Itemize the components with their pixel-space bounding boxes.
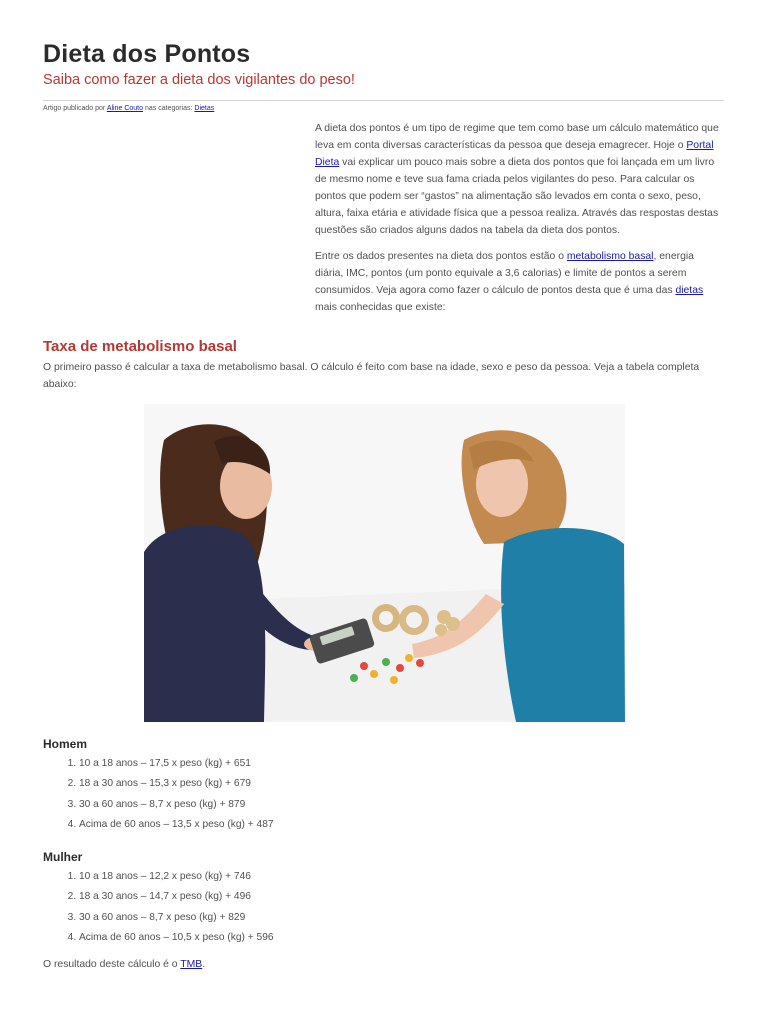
intro-paragraph-2: [315, 248, 719, 316]
intro-p1-text-a: A dieta dos pontos é um tipo de regime que tem como base um cálculo matemático que leva em conta diversas características da pessoa que deseja emagrecer. Hoje o: [315, 123, 719, 151]
homem-heading: Homem: [43, 737, 88, 751]
category-link[interactable]: Dietas: [194, 105, 215, 112]
article-meta: [43, 105, 214, 112]
page-subtitle: Saiba como fazer a dieta dos vigilantes do peso!: [43, 72, 355, 88]
dietas-link[interactable]: dietas: [675, 285, 704, 296]
mulher-heading: Mulher: [43, 850, 83, 864]
title-divider: [43, 100, 724, 101]
meta-middle: nas categorias:: [143, 105, 195, 112]
intro-p1-text-b: vai explicar um pouco mais sobre a dieta dos pontos que foi lançada em um livro de mesmo nome e teve sua fama criada pelos vigilantes do peso. Para calcular os pontos que podem ser “gastos” na alimentação são levados em conta o sexo, peso, altura, faixa etária e atividade física que a pessoa realiza. Através das respostas destas questões são criados alguns dados na tabela da dieta dos pontos.: [315, 157, 719, 236]
mulher-item-2: 2. 18 a 30 anos – 14,7 x peso (kg) + 496: [79, 887, 274, 907]
intro-paragraph-1: [315, 120, 719, 239]
meta-prefix: Artigo publicado por: [43, 105, 107, 112]
mulher-item-1: 1. 10 a 18 anos – 12,2 x peso (kg) + 746: [79, 867, 274, 887]
result-text: [43, 959, 205, 970]
mulher-item-4: 4. Acima de 60 anos – 10,5 x peso (kg) + 596: [79, 928, 274, 948]
homem-item-4: 4. Acima de 60 anos – 13,5 x peso (kg) + 487: [79, 815, 274, 835]
intro-p2-text-a: Entre os dados presentes na dieta dos pontos estão o: [315, 251, 567, 262]
mulher-item-3: 3. 30 a 60 anos – 8,7 x peso (kg) + 829: [79, 908, 274, 928]
page-title: Dieta dos Pontos: [43, 40, 251, 68]
section-text: O primeiro passo é calcular a taxa de metabolismo basal. O cálculo é feito com base na idade, sexo e peso da pessoa. Veja a tabela completa abaixo:: [43, 362, 700, 390]
section-title: Taxa de metabolismo basal: [43, 338, 237, 355]
result-suffix: .: [202, 959, 206, 970]
article-intro: [315, 120, 719, 325]
intro-p2-text-c: mais conhecidas que existe:: [315, 302, 446, 313]
author-link[interactable]: Aline Couto: [106, 105, 144, 112]
tmb-link[interactable]: TMB: [180, 959, 203, 970]
metabolismo-basal-link[interactable]: metabolismo basal: [566, 251, 654, 262]
mulher-list: [43, 867, 274, 949]
homem-list: [43, 754, 274, 836]
homem-item-2: 2. 18 a 30 anos – 15,3 x peso (kg) + 679: [79, 774, 274, 794]
portal-dieta-link[interactable]: Portal Dieta: [315, 140, 714, 168]
homem-item-1: 1. 10 a 18 anos – 17,5 x peso (kg) + 651: [79, 754, 274, 774]
result-prefix: O resultado deste cálculo é o: [43, 959, 181, 970]
homem-item-3: 3. 30 a 60 anos – 8,7 x peso (kg) + 879: [79, 795, 274, 815]
intro-p2-text-b: , energia diária, IMC, pontos (um ponto equivale a 3,6 calorias) e limite de pontos a serem consumidos. Veja agora como fazer o cálculo de pontos desta que é uma das: [315, 251, 694, 296]
article-photo: [144, 404, 625, 722]
